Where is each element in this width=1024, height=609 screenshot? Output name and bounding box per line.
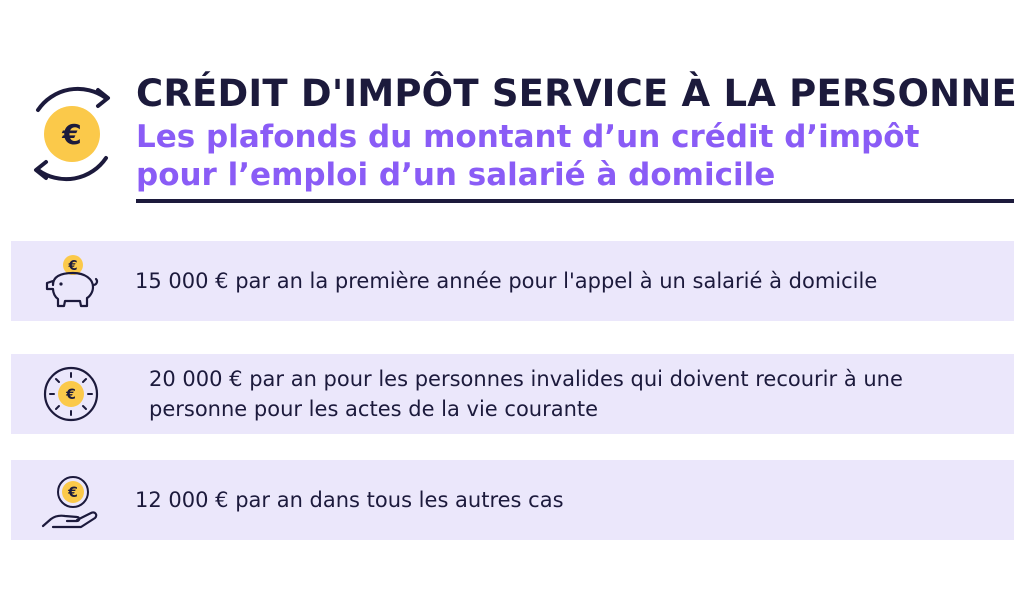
list-item-text: 15 000 € par an la première année pour l'appel à un salarié à domicile xyxy=(135,269,878,293)
page-title: CRÉDIT D'IMPÔT SERVICE À LA PERSONNE xyxy=(136,72,1017,115)
hand-coin-icon xyxy=(41,470,101,530)
piggy-bank-icon xyxy=(41,251,101,311)
euro-cycle-icon xyxy=(18,80,126,188)
list-item xyxy=(11,241,1014,321)
euro-coin-icon xyxy=(41,364,101,424)
list-item-text: 12 000 € par an dans tous les autres cas xyxy=(135,488,564,512)
list-item-text: 20 000 € par an pour les personnes invalides qui doivent recourir à une personne pour les actes de la vie courante xyxy=(149,367,903,421)
piggy-euro-symbol: € xyxy=(68,259,78,274)
title-divider xyxy=(136,199,1014,203)
hand-euro-symbol: € xyxy=(68,485,78,501)
page-subtitle: Les plafonds du montant d’un crédit d’impôt pour l’emploi d’un salarié à domicile xyxy=(136,119,920,193)
list-item xyxy=(11,354,1014,434)
list-item xyxy=(11,460,1014,540)
logo-euro-symbol: € xyxy=(62,118,82,151)
coin-euro-symbol: € xyxy=(66,387,76,403)
